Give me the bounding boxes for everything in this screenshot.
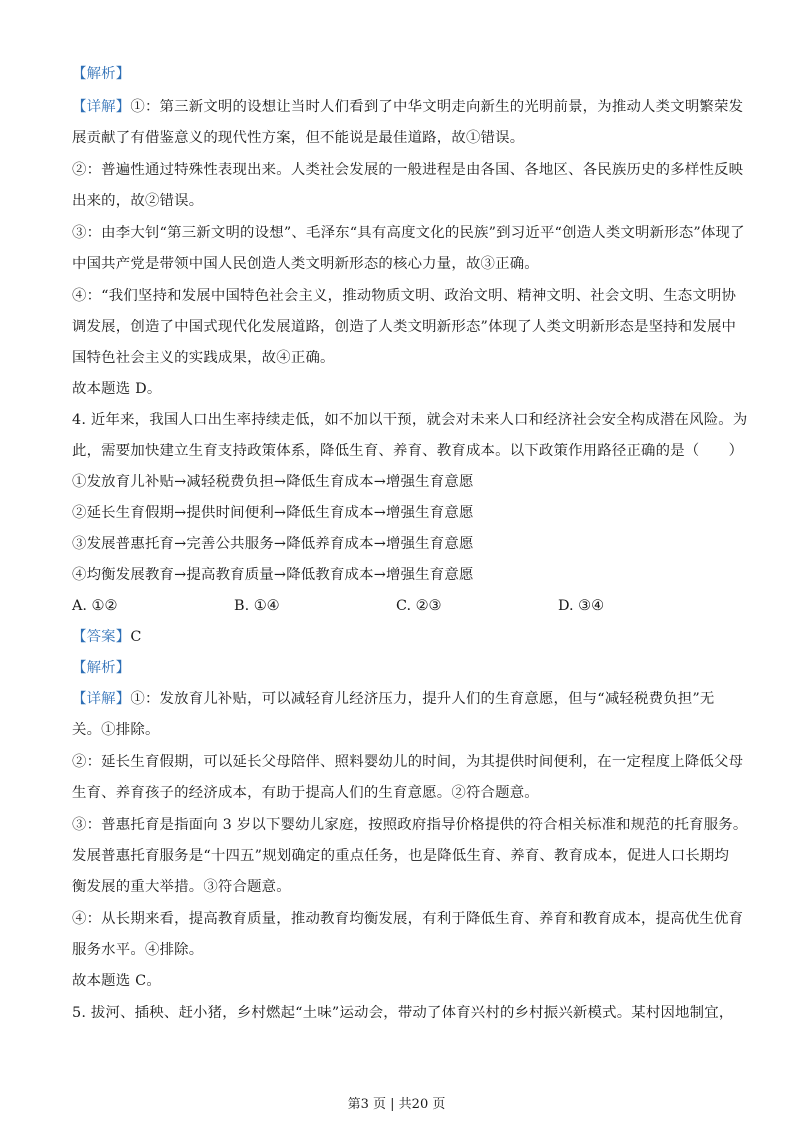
analysis-tag: 【解析】 xyxy=(72,66,131,82)
q4-point3-line-1: ③：普惠托育是指面向 3 岁以下婴幼儿家庭，按照政府指导价格提供的符合相关标准和规范的托育服务。 xyxy=(72,817,748,833)
q3-point3-line-2: 中国共产党是带领中国人民创造人类文明新形态的核心力量，故③正确。 xyxy=(72,256,539,272)
q3-point4-line-2: 调发展，创造了中国式现代化发展道路，创造了人类文明新形态”体现了人类文明新形态是坚持和发展中 xyxy=(72,319,737,335)
q4-options xyxy=(72,596,732,616)
q4-answer-line xyxy=(72,627,732,647)
q3-detail-line-2: 展贡献了有借鉴意义的现代性方案，但不能说是最佳道路，故①错误。 xyxy=(72,130,525,146)
q4-analysis-tag: 【解析】 xyxy=(72,660,131,676)
q3-conclusion: 故本题选 D。 xyxy=(72,381,162,397)
q4-stem-line-1: 4. 近年来，我国人口出生率持续走低，如不加以干预，就会对未来人口和经济社会安全构成潜在风险。为 xyxy=(72,412,748,428)
q4-answer-value: C xyxy=(130,629,142,645)
q3-point4-line-1: ④：“我们坚持和发展中国特色社会主义，推动物质文明、政治文明、精神文明、社会文明、生态文明协 xyxy=(72,288,737,304)
q4-detail-line-2: 关。①排除。 xyxy=(72,722,160,738)
q4-conclusion: 故本题选 C。 xyxy=(72,973,161,989)
q4-point4-line-1: ④：从长期来看，提高教育质量，推动教育均衡发展，有利于降低生育、养育和教育成本，提高优生优育 xyxy=(72,911,744,927)
q4-item-1: ①发放育儿补贴→减轻税费负担→降低生育成本→增强生育意愿 xyxy=(72,474,474,490)
q3-point2-line-2: 出来的，故②错误。 xyxy=(72,193,204,209)
option-a: A. ①② xyxy=(72,598,118,614)
q4-detail-text-1: ①：发放育儿补贴，可以减轻育儿经济压力，提升人们的生育意愿，但与“减轻税费负担”无 xyxy=(130,691,715,707)
q3-point2-line-1: ②：普遍性通过特殊性表现出来。人类社会发展的一般进程是由各国、各地区、各民族历史的多样性反映 xyxy=(72,162,744,178)
detail-tag: 【详解】 xyxy=(72,99,131,115)
answer-tag: 【答案】 xyxy=(72,629,131,645)
q4-item-3: ③发展普惠托育→完善公共服务→降低养育成本→增强生育意愿 xyxy=(72,536,474,552)
q3-detail-line-1 xyxy=(72,97,744,117)
q3-detail-text-1: ①：第三新文明的设想让当时人们看到了中华文明走向新生的光明前景，为推动人类文明繁荣发 xyxy=(130,99,744,115)
q5-stem-line-1: 5. 拔河、插秧、赶小猪，乡村燃起“土味”运动会，带动了体育兴村的乡村振兴新模式。某村因地制宜， xyxy=(72,1005,734,1021)
q4-point2-line-2: 生育、养育孩子的经济成本，有助于提高人们的生育意愿。②符合题意。 xyxy=(72,785,539,801)
q4-detail-tag: 【详解】 xyxy=(72,691,131,707)
q4-point3-line-3: 衡发展的重大举措。③符合题意。 xyxy=(72,879,291,895)
q4-detail-line-1 xyxy=(72,689,732,709)
q4-item-2: ②延长生育假期→提供时间便利→降低生育成本→增强生育意愿 xyxy=(72,505,474,521)
q3-point4-line-3: 国特色社会主义的实践成果，故④正确。 xyxy=(72,350,335,366)
q4-point2-line-1: ②：延长生育假期，可以延长父母陪伴、照料婴幼儿的时间，为其提供时间便利，在一定程度上降低父母 xyxy=(72,754,744,770)
page-footer: 第3 页 | 共20 页 xyxy=(347,1097,446,1112)
q4-stem-line-2: 此，需要加快建立生育支持政策体系，降低生育、养育、教育成本。以下政策作用路径正确的是（ ） xyxy=(72,443,744,459)
option-b: B. ①④ xyxy=(234,598,280,614)
q4-item-4: ④均衡发展教育→提高教育质量→降低教育成本→增强生育意愿 xyxy=(72,567,474,583)
q3-point3-line-1: ③：由李大钊“第三新文明的设想”、毛泽东“具有高度文化的民族”到习近平“创造人类文明新形态”体现了 xyxy=(72,225,745,241)
option-c: C. ②③ xyxy=(396,598,442,614)
option-d: D. ③④ xyxy=(558,598,604,614)
q4-point4-line-2: 服务水平。④排除。 xyxy=(72,942,204,958)
q4-point3-line-2: 发展普惠托育服务是“十四五”规划确定的重点任务，也是降低生育、养育、教育成本，促进人口长期均 xyxy=(72,848,730,864)
